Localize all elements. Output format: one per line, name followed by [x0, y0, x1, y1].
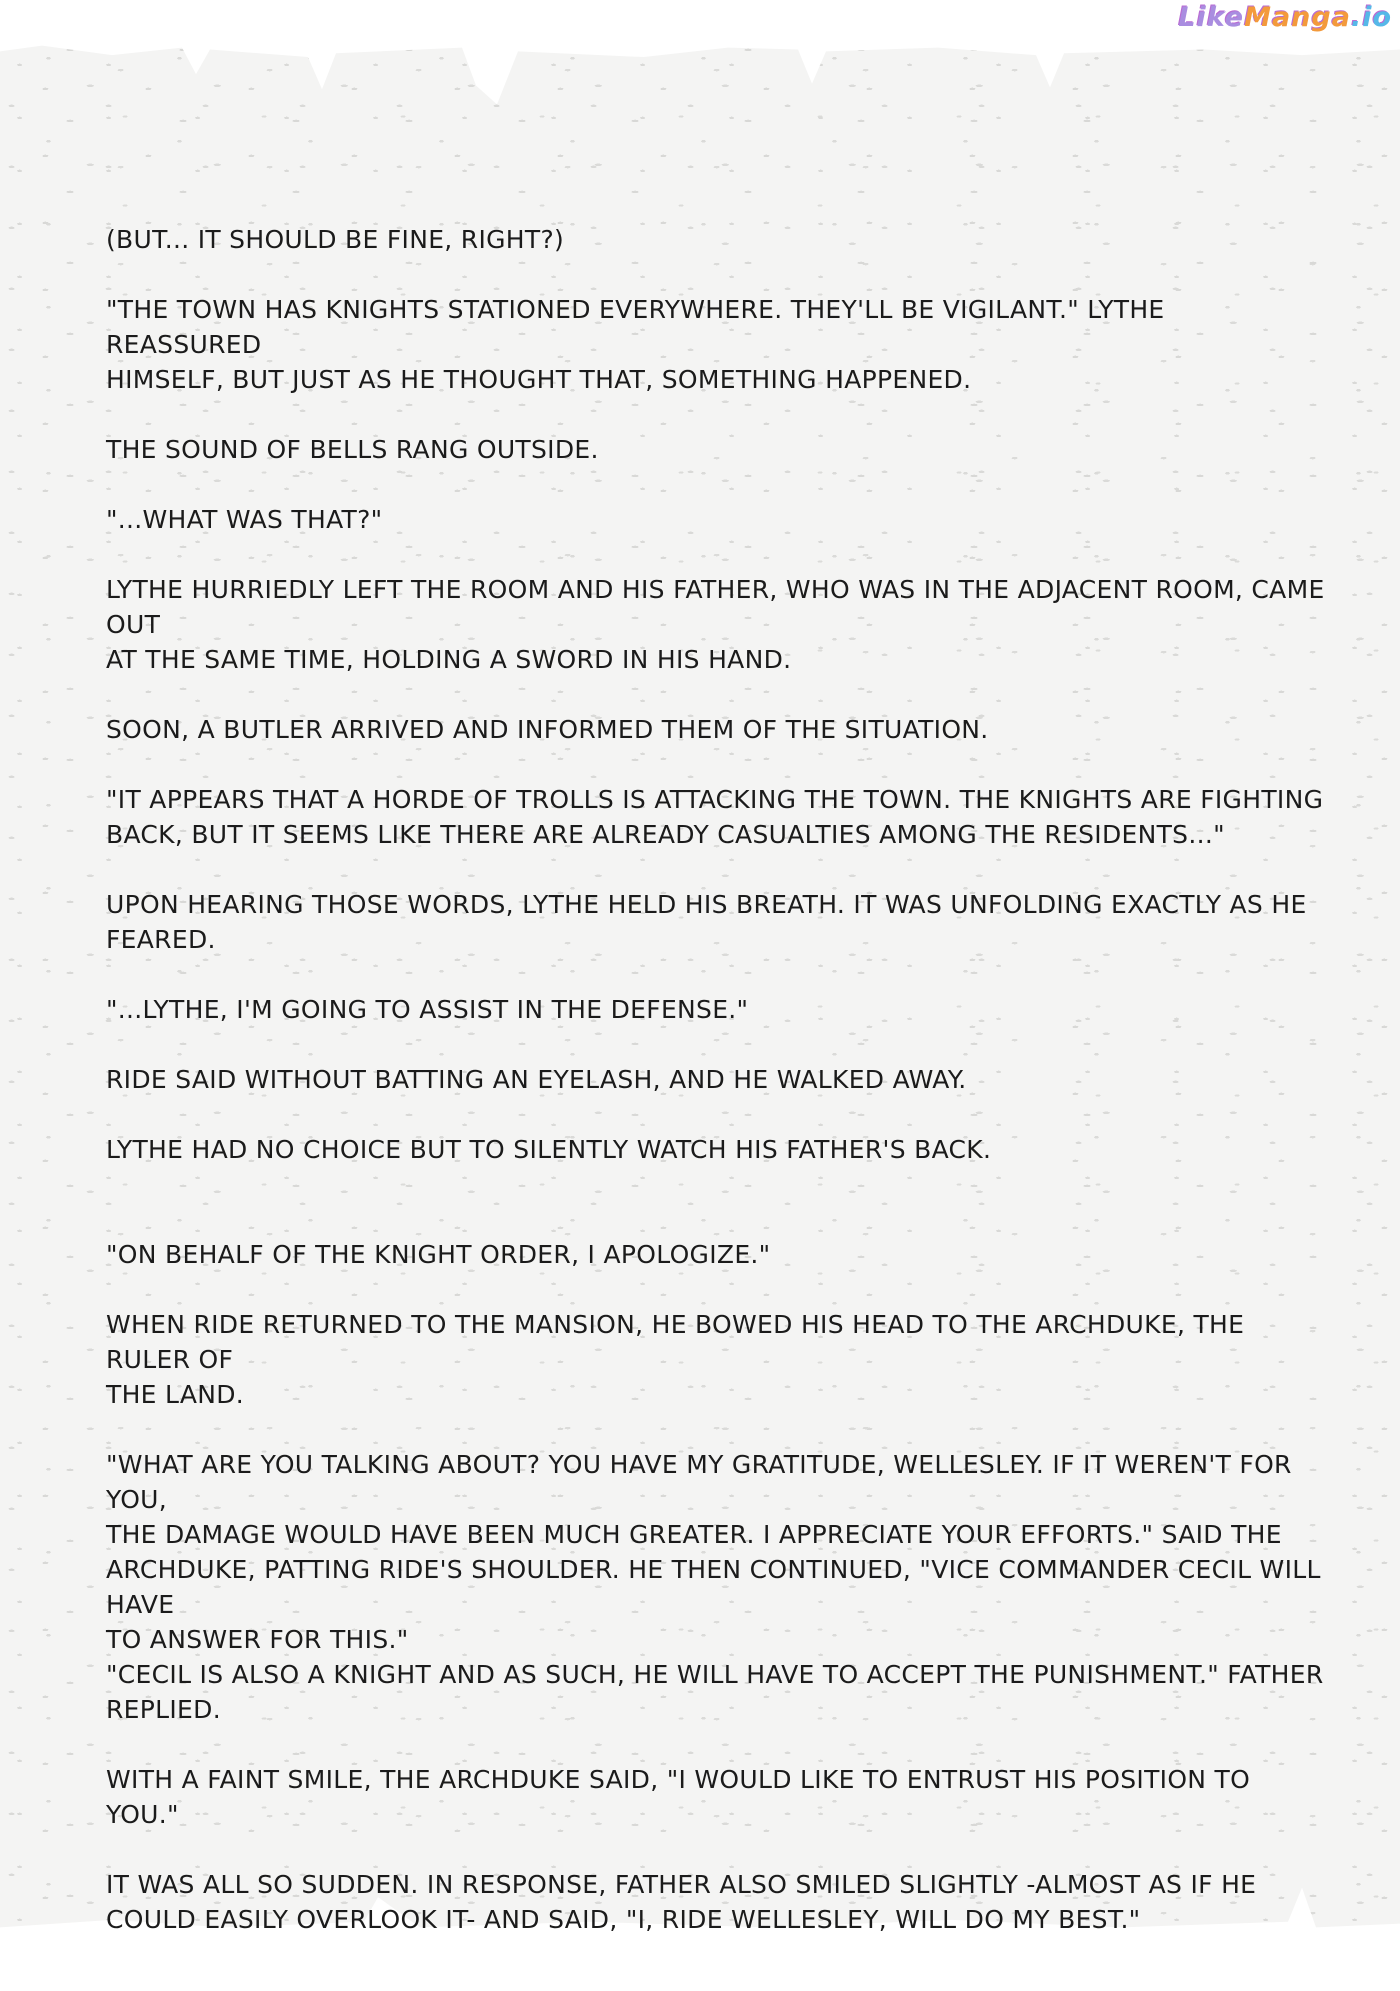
- site-watermark: LikeManga.io: [1178, 2, 1392, 33]
- paragraph: "THE TOWN HAS KNIGHTS STATIONED EVERYWHERE. THEY'LL BE VIGILANT." LYTHE REASSURED HIMSELF, BUT JUST AS HE THOUGHT THAT, SOMETHING HAPPENED.: [106, 295, 1165, 394]
- paragraph: "...LYTHE, I'M GOING TO ASSIST IN THE DEFENSE.": [106, 995, 749, 1024]
- paragraph: "ON BEHALF OF THE KNIGHT ORDER, I APOLOGIZE.": [106, 1240, 771, 1269]
- paragraph: IT WAS ALL SO SUDDEN. IN RESPONSE, FATHER ALSO SMILED SLIGHTLY -ALMOST AS IF HE COULD EASILY OVERLOOK IT- AND SAID, "I, RIDE WELLESLEY, WILL DO MY BEST.": [106, 1870, 1257, 1934]
- paragraph: "CECIL IS ALSO A KNIGHT AND AS SUCH, HE WILL HAVE TO ACCEPT THE PUNISHMENT." FATHER REPLIED.: [106, 1660, 1324, 1724]
- paragraph: LYTHE HURRIEDLY LEFT THE ROOM AND HIS FATHER, WHO WAS IN THE ADJACENT ROOM, CAME OUT AT THE SAME TIME, HOLDING A SWORD IN HIS HAND.: [106, 575, 1325, 674]
- story-text: [106, 222, 1326, 1972]
- paragraph: THE SOUND OF BELLS RANG OUTSIDE.: [106, 435, 599, 464]
- paragraph: "...WHAT WAS THAT?": [106, 505, 383, 534]
- paragraph: WHEN RIDE RETURNED TO THE MANSION, HE BOWED HIS HEAD TO THE ARCHDUKE, THE RULER OF THE LAND.: [106, 1310, 1245, 1409]
- paragraph: UPON HEARING THOSE WORDS, LYTHE HELD HIS BREATH. IT WAS UNFOLDING EXACTLY AS HE FEARED.: [106, 890, 1307, 954]
- paragraph: LYTHE HAD NO CHOICE BUT TO SILENTLY WATCH HIS FATHER'S BACK.: [106, 1135, 992, 1164]
- paragraph: (BUT... IT SHOULD BE FINE, RIGHT?): [106, 225, 565, 254]
- paragraph: "IT APPEARS THAT A HORDE OF TROLLS IS ATTACKING THE TOWN. THE KNIGHTS ARE FIGHTING BACK, BUT IT SEEMS LIKE THERE ARE ALREADY CASUALTIES AMONG THE RESIDENTS...": [106, 785, 1324, 849]
- paragraph: WITH A FAINT SMILE, THE ARCHDUKE SAID, "I WOULD LIKE TO ENTRUST HIS POSITION TO YOU.": [106, 1765, 1251, 1829]
- paragraph: RIDE SAID WITHOUT BATTING AN EYELASH, AND HE WALKED AWAY.: [106, 1065, 967, 1094]
- paragraph: "WHAT ARE YOU TALKING ABOUT? YOU HAVE MY GRATITUDE, WELLESLEY. IF IT WEREN'T FOR YOU, THE DAMAGE WOULD HAVE BEEN MUCH GREATER. I APPRECIATE YOUR EFFORTS." SAID THE ARCHDUKE, PATTING RIDE'S SHOULDER. HE THEN CONTINUED, "VICE COMMANDER CECIL WILL HAVE TO ANSWER FOR THIS.": [106, 1450, 1321, 1654]
- paragraph: SOON, A BUTLER ARRIVED AND INFORMED THEM OF THE SITUATION.: [106, 715, 989, 744]
